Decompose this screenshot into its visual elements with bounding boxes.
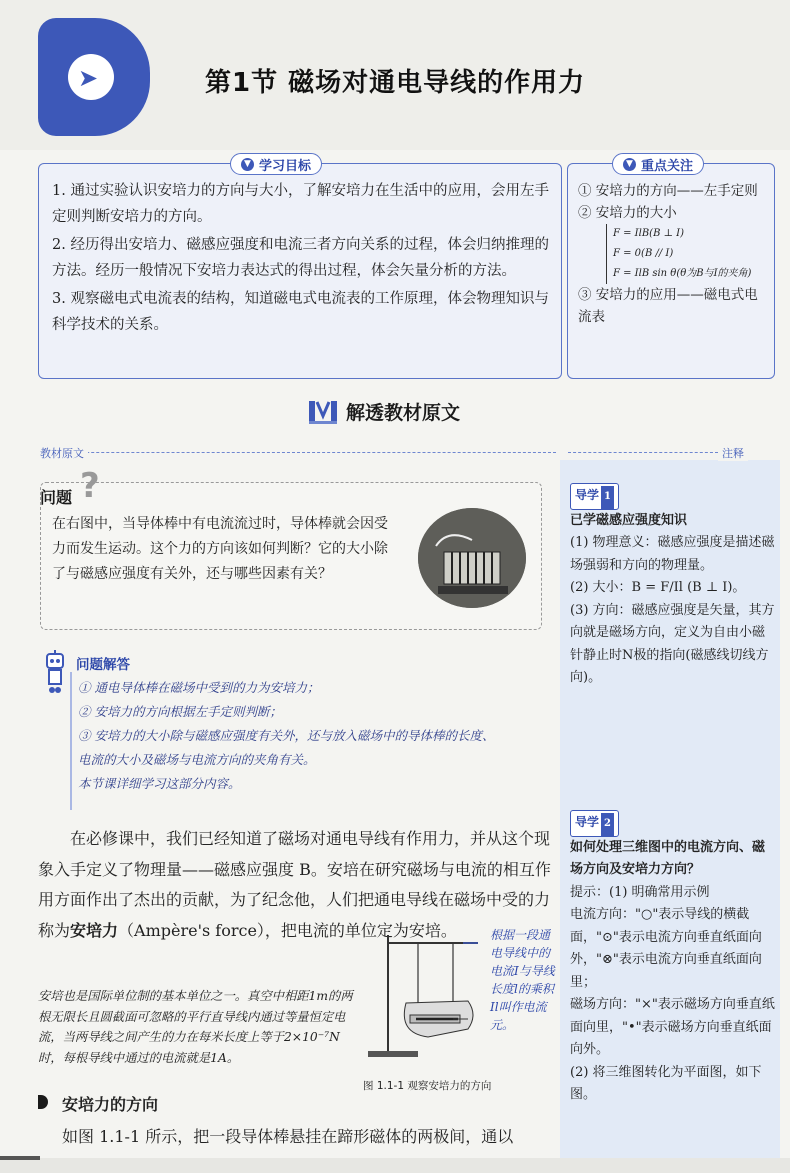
- formula: F = IlB(B ⊥ I): [613, 228, 685, 239]
- guide-title: 如何处理三维图中的电流方向、磁场方向及安培力方向？: [570, 839, 766, 877]
- guide-number: 2: [601, 813, 614, 836]
- guide-title: 已学磁感应强度知识: [570, 512, 688, 528]
- book-icon: [308, 398, 338, 424]
- guide-line: (1) 物理意义：磁感应强度是描述磁场强弱和方向的物理量。: [570, 535, 775, 573]
- answer-title: 问题解答: [76, 657, 130, 673]
- notes-tag: 注释: [718, 445, 748, 461]
- focus-item: ③ 安培力的应用——磁电式电流表: [578, 287, 758, 325]
- formula-group: [606, 224, 766, 284]
- rocket-icon: ➤: [78, 64, 99, 92]
- subheading-marker: [38, 1095, 48, 1109]
- guide-number: 1: [601, 486, 614, 509]
- guide-note-2: [570, 810, 775, 1107]
- section-heading: 解透教材原文: [346, 402, 461, 424]
- guide-label: 导学: [575, 815, 600, 829]
- guide-badge: [570, 483, 619, 510]
- chevron-down-icon: ▼: [623, 158, 636, 171]
- objective-item: 3. 观察磁电式电流表的结构，知道磁电式电流表的工作原理，体会物理知识与科学技术的关系。: [52, 291, 549, 333]
- focus-list: [578, 180, 766, 328]
- objectives-label-text: 学习目标: [259, 158, 312, 174]
- question-mark-icon: ?: [80, 466, 100, 506]
- key-term: 安培力: [70, 920, 119, 940]
- formula: F = IlB sin θ(θ为B与I的夹角): [613, 268, 752, 279]
- figure-annotation: 根据一段通电导线中的电流I与导线长度l的乘积Il叫作电流元。: [490, 928, 555, 1032]
- guide-line: (3) 方向：磁感应强度是矢量，其方向就是磁场方向，定义为自由小磁针静止时N极的指向(磁感线切线方向)。: [570, 602, 775, 685]
- section-title: 第1节 磁场对通电导线的作用力: [205, 68, 586, 98]
- guide-line: 磁场方向："×"表示磁场方向垂直纸面向里，"•"表示磁场方向垂直纸面向外。: [570, 997, 775, 1057]
- page-footer: [0, 1158, 790, 1173]
- chevron-down-icon: ▼: [241, 158, 254, 171]
- divider: [36, 452, 556, 453]
- handwritten-note: 安培也是国际单位制的基本单位之一。真空中相距1m的两根无限长且圆截面可忽略的平行直导线内通过等量恒定电流，当两导线之间产生的力在每米长度上等于2×10⁻⁷N时，每根导线中通过的电流就是1A。: [38, 989, 353, 1065]
- divider: [568, 452, 718, 453]
- answer-rule: [70, 672, 72, 810]
- guide-badge: [570, 810, 619, 837]
- textbook-tag: 教材原文: [36, 445, 88, 461]
- focus-item: ② 安培力的大小: [578, 205, 677, 221]
- answer-line: 电流的大小及磁场与电流方向的夹角有关。: [78, 752, 316, 767]
- subheading: 安培力的方向: [62, 1095, 159, 1114]
- answer-line: ① 通电导体棒在磁场中受到的力为安培力；: [78, 680, 320, 695]
- answer-list: [78, 676, 548, 796]
- figure-caption: 图 1.1-1 观察安培力的方向: [363, 1080, 492, 1092]
- answer-line: ② 安培力的方向根据左手定则判断；: [78, 704, 282, 719]
- formula: F = 0(B // I): [613, 248, 674, 259]
- question-text: 在右图中，当导体棒中有电流流过时，导体棒就会因受力而发生运动。这个力的方向该如何判断？它的大小除了与磁感应强度有关外，还与哪些因素有关？: [52, 516, 388, 582]
- objective-item: 1. 通过实验认识安培力的方向与大小，了解安培力在生活中的应用，会用左手定则判断安培力的方向。: [52, 183, 549, 225]
- paragraph-text: （Ampère's force），把电流的单位定为安培。: [118, 920, 457, 940]
- focus-label-text: 重点关注: [641, 158, 694, 174]
- apparatus-photo: [418, 508, 526, 608]
- guide-note-1: [570, 483, 775, 690]
- paragraph-text: 在必修课中，我们已经知道了磁场对通电导线有作用力，并从这个现象入手定义了物理量——磁感应强度 B。安培在研究磁场与电流的相互作用方面作出了杰出的贡献，为了纪念他，人们把通电导线在磁场中受的力称为: [38, 829, 551, 940]
- objective-item: 2. 经历得出安培力、磁感应强度和电流三者方向关系的过程，体会归纳推理的方法。经历一般情况下安培力表达式的得出过程，体会矢量分析的方法。: [52, 237, 549, 279]
- paragraph-text: 如图 1.1-1 所示，把一段导体棒悬挂在蹄形磁体的两极间，通以: [62, 1127, 514, 1146]
- robot-icon: [42, 650, 68, 698]
- apparatus-illustration: [418, 508, 526, 608]
- answer-line: 本节课详细学习这部分内容。: [78, 776, 241, 791]
- question-title: 问题: [40, 488, 73, 507]
- guide-label: 导学: [575, 488, 600, 502]
- focus-label: [612, 153, 704, 175]
- answer-line: ③ 安培力的大小除与磁感应强度有关外，还与放入磁场中的导体棒的长度、: [78, 728, 495, 743]
- guide-line: (2) 将三维图转化为平面图，如下图。: [570, 1064, 762, 1102]
- guide-line: 提示：(1) 明确常用示例: [570, 884, 710, 900]
- corner-mark: [0, 1156, 40, 1160]
- focus-item: ① 安培力的方向——左手定则: [578, 183, 758, 199]
- objectives-list: [52, 178, 552, 340]
- objectives-label: [230, 153, 322, 175]
- guide-line: (2) 大小：B = F/Il (B ⊥ I)。: [570, 580, 746, 595]
- guide-line: 电流方向："○"表示导线的横截面，"⊙"表示电流方向垂直纸面向外，"⊗"表示电流方向垂直纸面向里；: [570, 907, 762, 990]
